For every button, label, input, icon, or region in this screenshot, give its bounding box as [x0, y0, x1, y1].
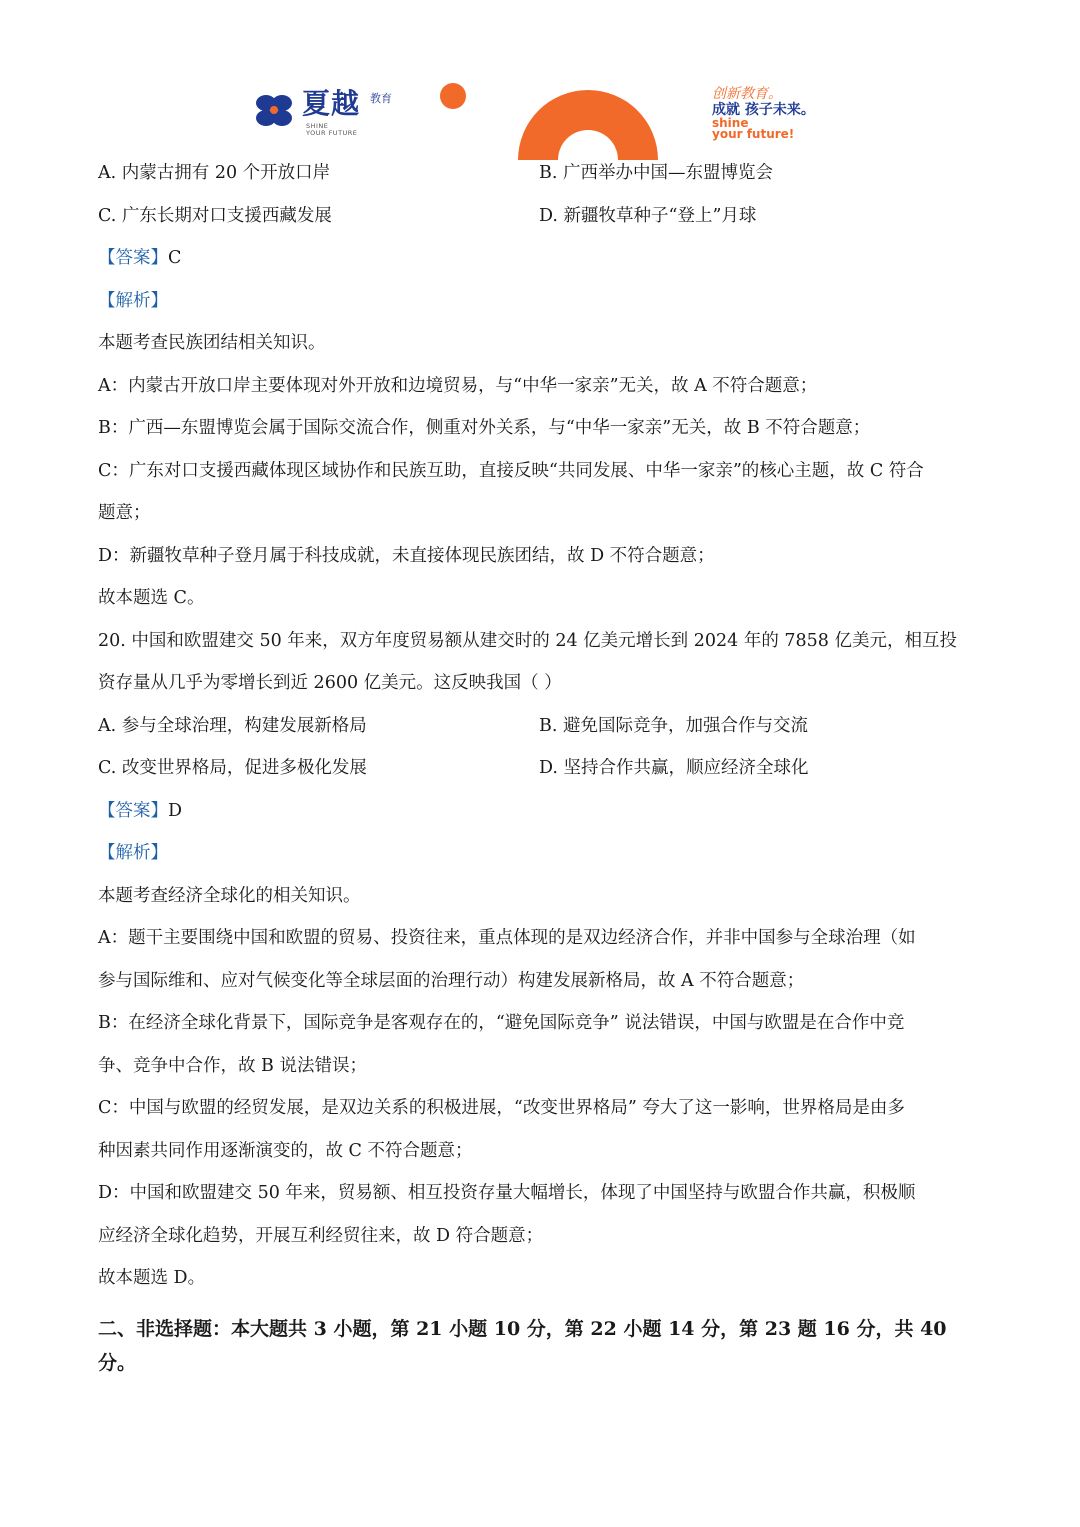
q20-stem-line2: 资存量从几乎为零增长到近 2600 亿美元。这反映我国（ ）	[98, 673, 562, 693]
q19-options-row-1	[98, 152, 986, 195]
q20-analysis-c-line1: C：中国与欧盟的经贸发展，是双边关系的积极进展，“改变世界格局” 夸大了这一影响，世界格局是由多	[98, 1098, 905, 1118]
q20-analysis-tag: 【解析】	[98, 843, 168, 863]
q20-analysis-d-line1: D：中国和欧盟建交 50 年来，贸易额、相互投资存量大幅增长，体现了中国坚持与欧盟合作共赢，积极顺	[98, 1183, 916, 1203]
q20-analysis-c-line2: 种因素共同作用逐渐演变的，故 C 不符合题意；	[98, 1140, 473, 1161]
q20-options-row-2	[98, 747, 986, 790]
brand-tagline: SHINE YOUR FUTURE	[306, 122, 358, 137]
q20-analysis-a-line1: A：题干主要围绕中国和欧盟的贸易、投资往来，重点体现的是双边经济合作，并非中国参与全球治理（如	[98, 928, 916, 948]
q19-analysis-c-line2: 题意；	[98, 503, 151, 523]
answer-tag: 【答案】	[98, 800, 168, 821]
document-body	[98, 152, 986, 1380]
q19-option-c: C. 广东长期对口支援西藏发展	[98, 205, 332, 226]
slogan: 创新教育。 成就 孩子未来。 shine your future!	[712, 86, 815, 141]
brand-logo	[252, 88, 402, 138]
orange-arch-decoration	[518, 90, 658, 160]
answer-tag: 【答案】	[98, 248, 168, 268]
q19-option-d: D. 新疆牧草种子“登上”月球	[539, 205, 757, 226]
section-heading-line2: 分。	[98, 1351, 137, 1374]
q19-options-row-2	[98, 195, 986, 238]
q20-option-c: C. 改变世界格局，促进多极化发展	[98, 758, 367, 778]
q20-analysis-intro: 本题考查经济全球化的相关知识。	[98, 885, 361, 906]
brand-name: 夏越	[302, 87, 361, 120]
q19-option-b: B. 广西举办中国—东盟博览会	[539, 163, 773, 183]
q20-analysis-a-line2: 参与国际维和、应对气候变化等全球层面的治理行动）构建发展新格局，故 A 不符合题意；	[98, 970, 805, 991]
q20-option-b: B. 避免国际竞争，加强合作与交流	[539, 715, 808, 736]
q20-stem-line1: 20. 中国和欧盟建交 50 年来，双方年度贸易额从建交时的 24 亿美元增长到 2024 年的 7858 亿美元，相互投	[98, 630, 958, 651]
q20-option-d: D. 坚持合作共赢，顺应经济全球化	[539, 758, 809, 778]
q20-conclusion: 故本题选 D。	[98, 1268, 206, 1288]
q20-analysis-b-line2: 争、竞争中合作，故 B 说法错误；	[98, 1055, 367, 1076]
section-heading	[98, 1312, 986, 1380]
orange-dot-decoration	[440, 83, 466, 109]
q20-analysis-b-line1: B：在经济全球化背景下，国际竞争是客观存在的，“避免国际竞争” 说法错误，中国与欧盟是在合作中竞	[98, 1013, 905, 1033]
q20-options-row-1	[98, 705, 986, 748]
section-heading-line1: 二、非选择题：本大题共 3 小题，第 21 小题 10 分，第 22 小题 14 分，第 23 题 16 分，共 40	[98, 1317, 947, 1340]
q19-analysis-a: A：内蒙古开放口岸主要体现对外开放和边境贸易，与“中华一家亲”无关，故 A 不符合题意；	[98, 375, 818, 396]
answer-value: D	[168, 800, 183, 821]
q19-analysis-b: B：广西—东盟博览会属于国际交流合作，侧重对外关系，与“中华一家亲”无关，故 B 不符合题意；	[98, 418, 871, 438]
q19-analysis-intro: 本题考查民族团结相关知识。	[98, 333, 326, 353]
q19-conclusion: 故本题选 C。	[98, 588, 205, 608]
q20-analysis-d-line2: 应经济全球化趋势，开展互利经贸往来，故 D 符合题意；	[98, 1225, 544, 1246]
flower-logo-icon	[252, 92, 296, 128]
q19-answer	[98, 237, 986, 280]
brand-sup: 教育	[370, 92, 392, 105]
q20-answer	[98, 790, 986, 833]
q20-option-a: A. 参与全球治理，构建发展新格局	[98, 715, 367, 736]
page-header	[0, 0, 1080, 160]
answer-value: C	[168, 248, 182, 268]
q19-option-a: A. 内蒙古拥有 20 个开放口岸	[98, 163, 331, 183]
q19-analysis-c-line1: C：广东对口支援西藏体现区域协作和民族互助，直接反映“共同发展、中华一家亲”的核心主题，故 C 符合	[98, 460, 924, 481]
q19-analysis-tag: 【解析】	[98, 290, 168, 311]
q19-analysis-d: D：新疆牧草种子登月属于科技成就，未直接体现民族团结，故 D 不符合题意；	[98, 545, 715, 566]
